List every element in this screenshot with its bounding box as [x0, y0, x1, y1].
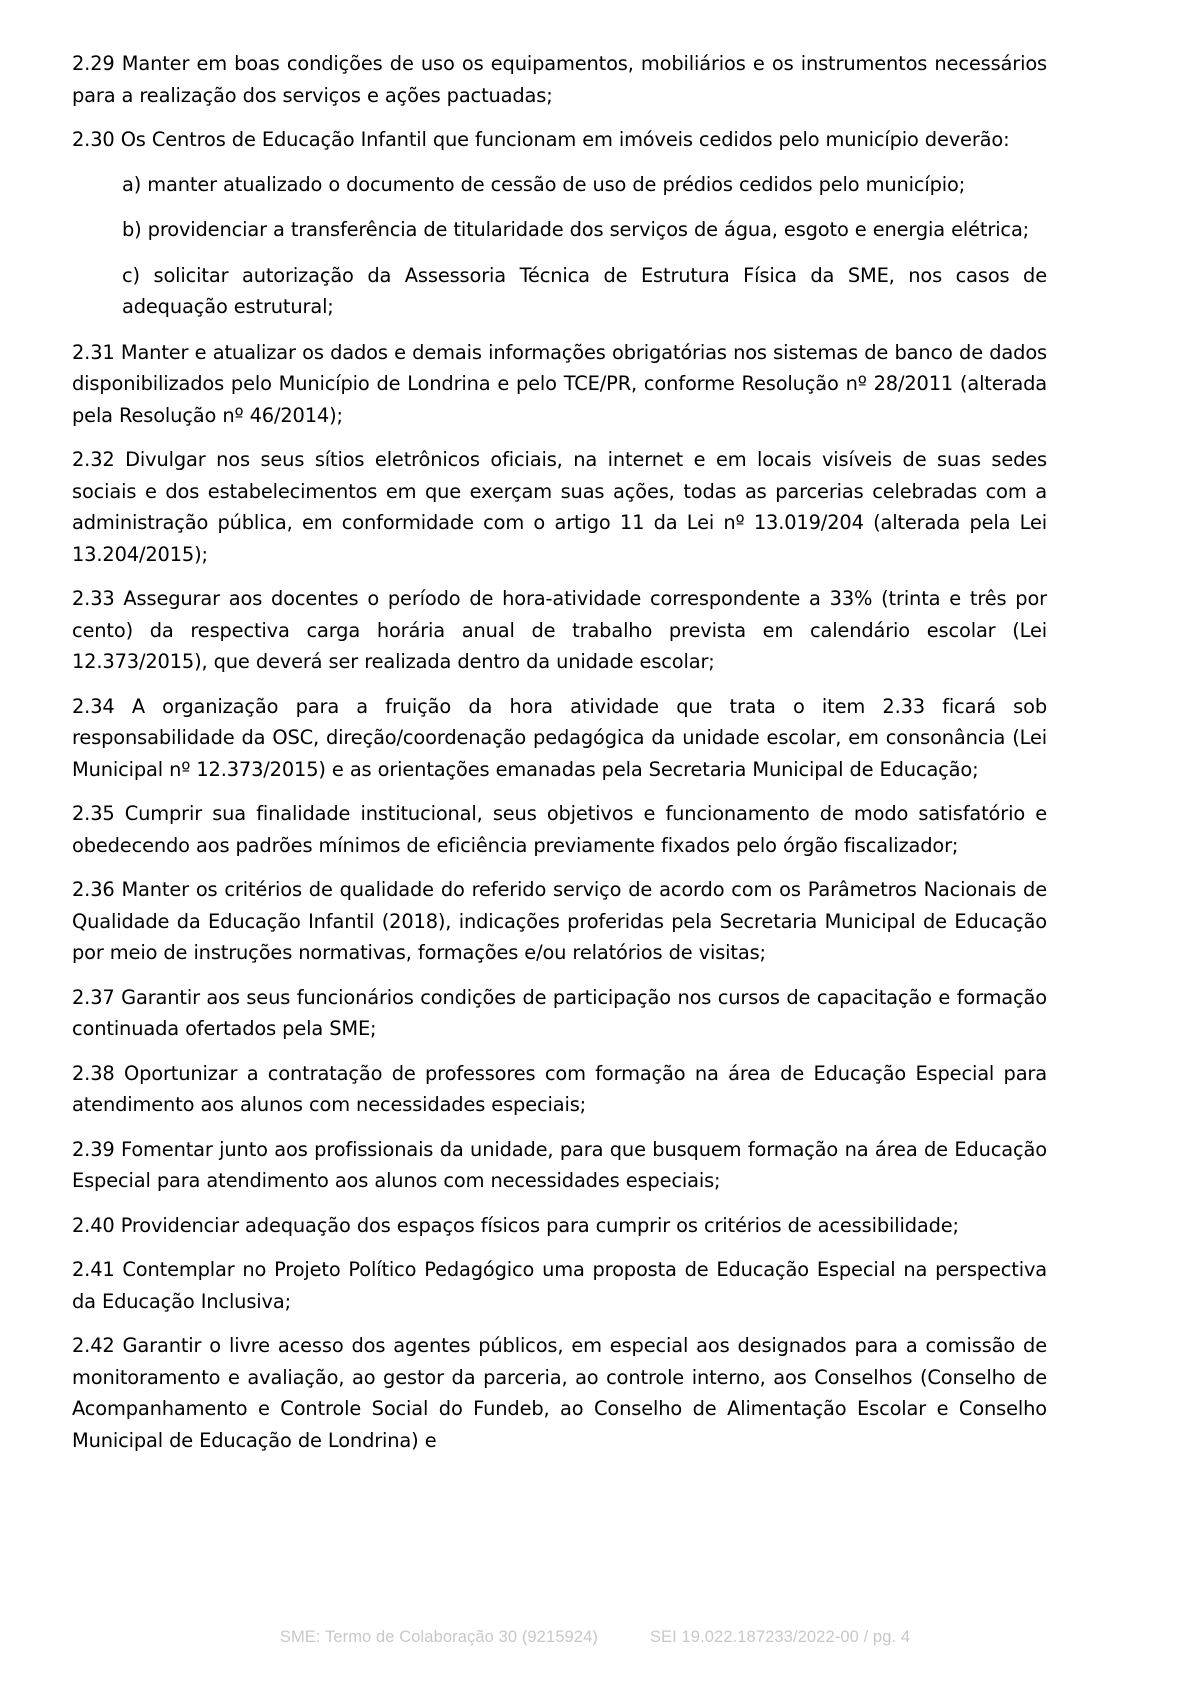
paragraph-item-2-40: 2.40 Providenciar adequação dos espaços físicos para cumprir os critérios de acessibilidade; [72, 1213, 959, 1237]
paragraph-item-2-30-b: b) providenciar a transferência de titularidade dos serviços de água, esgoto e energia elétrica; [122, 218, 1030, 241]
paragraph-item-2-41: 2.41 Contemplar no Projeto Político Pedagógico uma proposta de Educação Especial na perspectiva da Educação Inclusiva; [72, 1258, 1047, 1313]
paragraph-item-2-36: 2.36 Manter os critérios de qualidade do referido serviço de acordo com os Parâmetros Nacionais de Qualidade da Educação Infantil (2018), indicações proferidas pela Secretaria Municipal de Educação por meio de instruções normativas, formações e/ou relatórios de visitas; [72, 878, 1047, 964]
document-body [72, 48, 1047, 1456]
paragraph-item-2-29: 2.29 Manter em boas condições de uso os equipamentos, mobiliários e os instrumentos necessários para a realização dos serviços e ações pactuadas; [72, 52, 1047, 107]
paragraph-item-2-38: 2.38 Oportunizar a contratação de professores com formação na área de Educação Especial para atendimento aos alunos com necessidades especiais; [72, 1061, 1047, 1116]
paragraph-item-2-34: 2.34 A organização para a fruição da hora atividade que trata o item 2.33 ficará sob responsabilidade da OSC, direção/coordenação pedagógica da unidade escolar, em consonância (Lei Municipal nº 12.373/2015) e as orientações emanadas pela Secretaria Municipal de Educação; [72, 694, 1047, 781]
paragraph-item-2-30-c: c) solicitar autorização da Assessoria Técnica de Estrutura Física da SME, nos casos de adequação estrutural; [122, 263, 1047, 318]
footer-document-reference: SME: Termo de Colaboração 30 (9215924) [279, 1628, 598, 1646]
paragraph-item-2-32: 2.32 Divulgar nos seus sítios eletrônicos oficiais, na internet e em locais visíveis de suas sedes sociais e dos estabelecimentos em que exerçam suas ações, todas as parcerias celebradas com a administração pública, em conformidade com o artigo 11 da Lei nº 13.019/204 (alterada pela Lei 13.204/2015); [72, 448, 1047, 566]
paragraph-item-2-37: 2.37 Garantir aos seus funcionários condições de participação nos cursos de capacitação e formação continuada ofertados pela SME; [72, 985, 1047, 1040]
paragraph-item-2-35: 2.35 Cumprir sua finalidade institucional, seus objetivos e funcionamento de modo satisfatório e obedecendo aos padrões mínimos de eficiência previamente fixados pelo órgão fiscalizador; [72, 802, 1047, 857]
paragraph-item-2-30-a: a) manter atualizado o documento de cessão de uso de prédios cedidos pelo município; [122, 172, 966, 196]
footer-sei-reference: SEI 19.022.187233/2022-00 / pg. 4 [649, 1628, 911, 1646]
paragraph-item-2-30: 2.30 Os Centros de Educação Infantil que funcionam em imóveis cedidos pelo município deverão: [72, 128, 1010, 151]
page-footer [0, 1628, 1190, 1647]
paragraph-item-2-33: 2.33 Assegurar aos docentes o período de hora-atividade correspondente a 33% (trinta e três por cento) da respectiva carga horária anual de trabalho prevista em calendário escolar (Lei 12.373/2015), que deverá ser realizada dentro da unidade escolar; [72, 587, 1047, 673]
paragraph-item-2-31: 2.31 Manter e atualizar os dados e demais informações obrigatórias nos sistemas de banco de dados disponibilizados pelo Município de Londrina e pelo TCE/PR, conforme Resolução nº 28/2011 (alterada pela Resolução nº 46/2014); [72, 340, 1047, 427]
paragraph-item-2-42: 2.42 Garantir o livre acesso dos agentes públicos, em especial aos designados para a comissão de monitoramento e avaliação, ao gestor da parceria, ao controle interno, aos Conselhos (Conselho de Acompanhamento e Controle Social do Fundeb, ao Conselho de Alimentação Escolar e Conselho Municipal de Educação de Londrina) e [72, 1334, 1047, 1452]
paragraph-item-2-39: 2.39 Fomentar junto aos profissionais da unidade, para que busquem formação na área de Educação Especial para atendimento aos alunos com necessidades especiais; [72, 1137, 1047, 1192]
